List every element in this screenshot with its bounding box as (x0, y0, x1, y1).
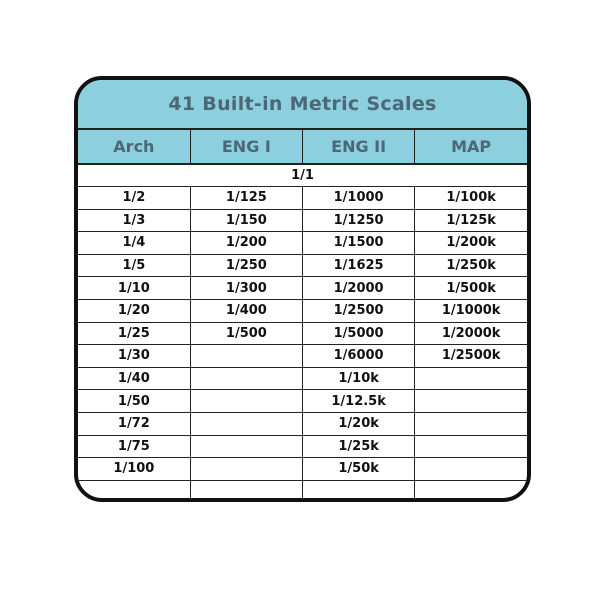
cell-eng-2: 1/50k (303, 458, 415, 481)
cell-map: 1/2000k (415, 322, 527, 345)
table-row (78, 390, 527, 413)
scales-card (74, 76, 531, 502)
cell-arch: 1/10 (78, 277, 190, 300)
cell-arch: 1/3 (78, 209, 190, 232)
cell-eng-2: 1/2000 (303, 277, 415, 300)
cell-arch: 1/100 (78, 458, 190, 481)
cell-eng-1 (190, 458, 302, 481)
cell-map (415, 390, 527, 413)
header-arch: Arch (78, 129, 190, 164)
cell-map (415, 412, 527, 435)
cell-eng-1: 1/250 (190, 254, 302, 277)
cell-map (415, 435, 527, 458)
cell-eng-1: 1/125 (190, 187, 302, 210)
table-row (78, 480, 527, 502)
table-row (78, 254, 527, 277)
cell-eng-2: 1/10k (303, 367, 415, 390)
cell-arch: 1/72 (78, 412, 190, 435)
cell-map (415, 367, 527, 390)
cell-arch: 1/50 (78, 390, 190, 413)
cell-eng-1 (190, 412, 302, 435)
header-map: MAP (415, 129, 527, 164)
table-row (78, 209, 527, 232)
table-row (78, 345, 527, 368)
cell-map: 1/2500k (415, 345, 527, 368)
cell-eng-2: 1/5000 (303, 322, 415, 345)
cell-map: 1/250k (415, 254, 527, 277)
cell-map: 1/200k (415, 232, 527, 255)
cell-eng-1: 1/150 (190, 209, 302, 232)
header-eng-1: ENG I (190, 129, 302, 164)
table-row (78, 412, 527, 435)
cell-eng-1: 1/500 (190, 322, 302, 345)
cell-eng-1 (190, 345, 302, 368)
full-scale-cell: 1/1 (78, 164, 527, 187)
cell-map (415, 480, 527, 502)
cell-map: 1/500k (415, 277, 527, 300)
cell-eng-1 (190, 390, 302, 413)
cell-eng-2: 1/12.5k (303, 390, 415, 413)
cell-arch: 1/30 (78, 345, 190, 368)
cell-arch: 1/5 (78, 254, 190, 277)
table-row (78, 232, 527, 255)
cell-map (415, 458, 527, 481)
table-row (78, 458, 527, 481)
cell-eng-1: 1/400 (190, 299, 302, 322)
table-row (78, 187, 527, 210)
full-scale-row (78, 164, 527, 187)
cell-arch: 1/25 (78, 322, 190, 345)
cell-map: 1/125k (415, 209, 527, 232)
cell-eng-2: 1/25k (303, 435, 415, 458)
cell-map: 1/100k (415, 187, 527, 210)
cell-eng-2 (303, 480, 415, 502)
table-row (78, 299, 527, 322)
table-row (78, 367, 527, 390)
cell-arch: 1/20 (78, 299, 190, 322)
cell-eng-1: 1/300 (190, 277, 302, 300)
header-eng-2: ENG II (303, 129, 415, 164)
scales-table (78, 128, 527, 502)
cell-eng-2: 1/1625 (303, 254, 415, 277)
cell-arch: 1/40 (78, 367, 190, 390)
cell-eng-2: 1/6000 (303, 345, 415, 368)
cell-eng-2: 1/1500 (303, 232, 415, 255)
cell-eng-1 (190, 367, 302, 390)
cell-arch: 1/75 (78, 435, 190, 458)
cell-arch: 1/4 (78, 232, 190, 255)
cell-eng-2: 1/1250 (303, 209, 415, 232)
header-row (78, 129, 527, 164)
cell-eng-2: 1/2500 (303, 299, 415, 322)
table-title: 41 Built-in Metric Scales (78, 80, 527, 128)
cell-eng-1 (190, 435, 302, 458)
cell-map: 1/1000k (415, 299, 527, 322)
cell-eng-1 (190, 480, 302, 502)
table-row (78, 277, 527, 300)
cell-arch (78, 480, 190, 502)
cell-eng-2: 1/20k (303, 412, 415, 435)
table-row (78, 435, 527, 458)
table-row (78, 322, 527, 345)
cell-eng-1: 1/200 (190, 232, 302, 255)
cell-arch: 1/2 (78, 187, 190, 210)
cell-eng-2: 1/1000 (303, 187, 415, 210)
